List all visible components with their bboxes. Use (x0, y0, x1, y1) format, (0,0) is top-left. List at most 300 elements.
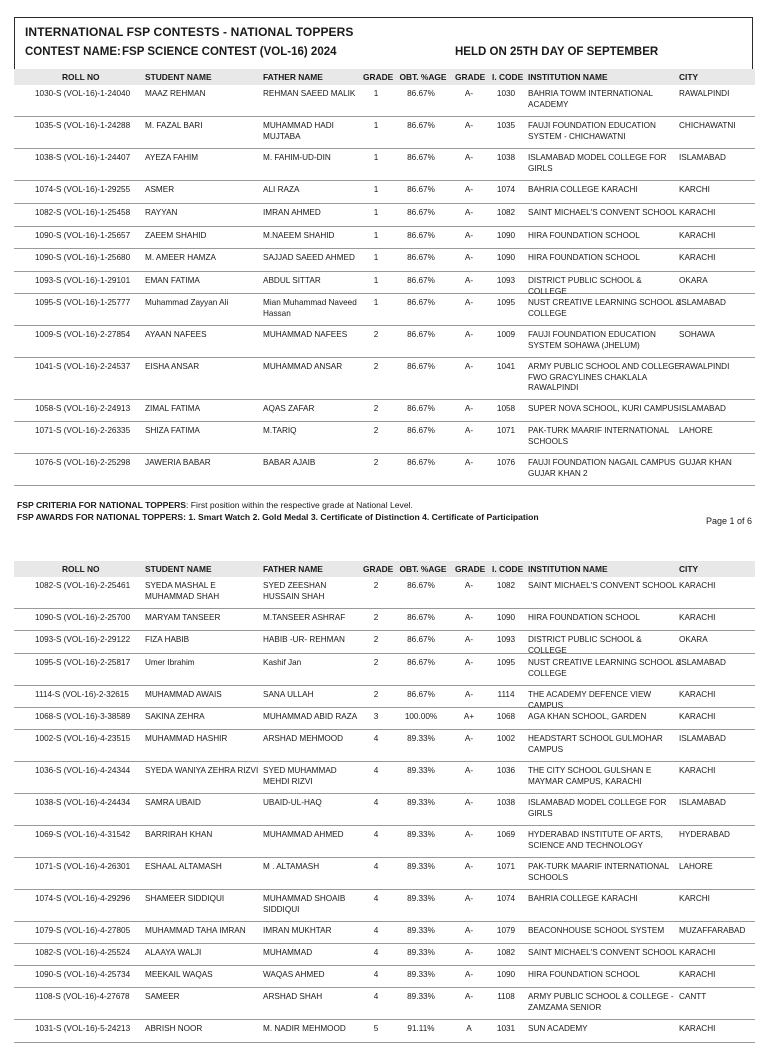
cell-letter-grade: A- (464, 330, 474, 339)
cell-letter-grade: A- (464, 253, 474, 262)
cell-student-name: ABRISH NOOR (145, 1024, 203, 1033)
cell-student-name: SYEDA MASHAL E MUHAMMAD SHAH (145, 581, 220, 601)
cell-obt-percentage: 100.00% (404, 712, 438, 721)
cell-institution-name: HIRA FOUNDATION SCHOOL (528, 970, 640, 979)
cell-city: ISLAMABAD (679, 658, 726, 667)
contest-name-value: FSP SCIENCE CONTEST (VOL-16) 2024 (122, 46, 337, 58)
cell-student-name: RAYYAN (145, 208, 178, 217)
table-row (14, 454, 755, 486)
cell-obt-percentage: 89.33% (407, 830, 435, 839)
awards-text: : 1. Smart Watch 2. Gold Medal 3. Certificate of Distinction 4. Certificate of Participation (183, 512, 539, 522)
cell-roll-no: 1114-S (VOL-16)-2-32615 (35, 690, 129, 699)
cell-city: ISLAMABAD (679, 404, 726, 413)
cell-city: RAWALPINDI (679, 362, 730, 371)
cell-obt-percentage: 86.67% (407, 276, 435, 285)
cell-letter-grade: A- (464, 970, 474, 979)
cell-institution-code: 1082 (496, 948, 516, 957)
cell-institution-code: 1090 (496, 970, 516, 979)
cell-student-name: MAAZ REHMAN (145, 89, 206, 98)
cell-institution-name: SAINT MICHAEL'S CONVENT SCHOOL (528, 581, 677, 590)
cell-obt-percentage: 91.11% (407, 1024, 435, 1033)
table-row (14, 422, 755, 454)
cell-obt-percentage: 89.33% (407, 970, 435, 979)
cell-roll-no: 1090-S (VOL-16)-4-25734 (35, 970, 131, 979)
column-header-letter-grade: GRADE (455, 564, 486, 574)
cell-institution-code: 1076 (496, 458, 516, 467)
column-header-father-name: FATHER NAME (263, 564, 323, 574)
cell-grade: 1 (373, 121, 379, 130)
cell-obt-percentage: 89.33% (407, 862, 435, 871)
cell-grade: 1 (373, 208, 379, 217)
column-header-student-name: STUDENT NAME (145, 564, 212, 574)
cell-letter-grade: A- (464, 635, 474, 644)
cell-roll-no: 1068-S (VOL-16)-3-38589 (35, 712, 131, 721)
cell-institution-name: HIRA FOUNDATION SCHOOL (528, 231, 640, 240)
table-row (14, 249, 755, 272)
cell-roll-no: 1036-S (VOL-16)-4-24344 (35, 766, 131, 775)
cell-city: GUJAR KHAN (679, 458, 732, 467)
cell-city: RAWALPINDI (679, 89, 730, 98)
cell-institution-name: DISTRICT PUBLIC SCHOOL & COLLEGE (528, 635, 642, 655)
table-row (14, 890, 755, 922)
cell-city: KARACHI (679, 253, 716, 262)
cell-father-name: MUHAMMAD HADI MUJTABA (263, 121, 334, 141)
cell-roll-no: 1074-S (VOL-16)-4-29296 (35, 894, 131, 903)
column-header-city: CITY (679, 72, 699, 82)
contest-name-label: CONTEST NAME: (25, 46, 121, 58)
table-row (14, 858, 755, 890)
cell-grade: 1 (373, 298, 379, 307)
cell-city: OKARA (679, 635, 708, 644)
cell-roll-no: 1030-S (VOL-16)-1-24040 (35, 89, 131, 98)
cell-father-name: IMRAN MUKHTAR (263, 926, 332, 935)
cell-father-name: M . ALTAMASH (263, 862, 320, 871)
table-row (14, 294, 755, 326)
report-title: INTERNATIONAL FSP CONTESTS - NATIONAL TOPPERS (25, 25, 354, 39)
cell-institution-code: 1071 (496, 862, 516, 871)
cell-institution-code: 1114 (497, 690, 515, 699)
cell-father-name: SYED MUHAMMAD MEHDI RIZVI (263, 766, 337, 786)
cell-institution-code: 1082 (496, 208, 516, 217)
column-header-student-name: STUDENT NAME (145, 72, 212, 82)
cell-institution-code: 1031 (496, 1024, 516, 1033)
table-row (14, 577, 755, 609)
table-row (14, 358, 755, 400)
cell-grade: 2 (373, 635, 379, 644)
cell-student-name: EISHA ANSAR (145, 362, 200, 371)
cell-roll-no: 1095-S (VOL-16)-1-25777 (35, 298, 131, 307)
cell-roll-no: 1069-S (VOL-16)-4-31542 (35, 830, 131, 839)
cell-institution-code: 1093 (496, 635, 516, 644)
table-row (14, 922, 755, 944)
cell-letter-grade: A- (464, 798, 474, 807)
cell-father-name: M.NAEEM SHAHID (263, 231, 335, 240)
cell-grade: 1 (373, 185, 379, 194)
cell-roll-no: 1090-S (VOL-16)-1-25657 (35, 231, 131, 240)
cell-letter-grade: A- (464, 658, 474, 667)
cell-father-name: HABIB -UR- REHMAN (263, 635, 345, 644)
table-row (14, 686, 755, 708)
table-row (14, 708, 755, 730)
table-row (14, 609, 755, 631)
cell-roll-no: 1082-S (VOL-16)-4-25524 (35, 948, 131, 957)
column-header-institution-name: INSTITUTION NAME (528, 72, 608, 82)
cell-letter-grade: A- (464, 992, 474, 1001)
cell-institution-name: AGA KHAN SCHOOL, GARDEN (528, 712, 647, 721)
cell-institution-name: THE CITY SCHOOL GULSHAN E MAYMAR CAMPUS, KARACHI (528, 766, 652, 786)
cell-obt-percentage: 89.33% (407, 734, 435, 743)
cell-city: OKARA (679, 276, 708, 285)
table-header-row (14, 69, 755, 85)
cell-obt-percentage: 86.67% (407, 613, 435, 622)
cell-institution-code: 1009 (496, 330, 516, 339)
cell-student-name: ZIMAL FATIMA (145, 404, 201, 413)
cell-letter-grade: A- (464, 426, 474, 435)
cell-city: SOHAWA (679, 330, 715, 339)
toppers-table-page-1 (14, 69, 755, 486)
cell-city: HYDERABAD (679, 830, 730, 839)
cell-letter-grade: A- (464, 690, 474, 699)
cell-father-name: MUHAMMAD NAFEES (263, 330, 348, 339)
cell-roll-no: 1009-S (VOL-16)-2-27854 (35, 330, 131, 339)
cell-grade: 2 (373, 613, 379, 622)
cell-grade: 4 (373, 766, 379, 775)
cell-grade: 4 (373, 948, 379, 957)
cell-institution-name: ISLAMABAD MODEL COLLEGE FOR GIRLS (528, 153, 667, 173)
cell-father-name: SANA ULLAH (263, 690, 314, 699)
cell-grade: 1 (373, 231, 379, 240)
cell-institution-name: BAHRIA COLLEGE KARACHI (528, 185, 638, 194)
cell-roll-no: 1031-S (VOL-16)-5-24213 (35, 1024, 131, 1033)
cell-institution-name: BAHRIA TOWM INTERNATIONAL ACADEMY (528, 89, 653, 109)
cell-institution-name: FAUJI FOUNDATION EDUCATION SYSTEM SOHAWA (JHELUM) (528, 330, 656, 350)
cell-roll-no: 1076-S (VOL-16)-2-25298 (35, 458, 131, 467)
table-header-row (14, 561, 755, 577)
cell-institution-name: FAUJI FOUNDATION NAGAIL CAMPUS GUJAR KHAN 2 (528, 458, 676, 478)
cell-student-name: JAWERIA BABAR (145, 458, 211, 467)
cell-institution-code: 1095 (496, 658, 516, 667)
cell-institution-name: ARMY PUBLIC SCHOOL AND COLLEGE FWO GRACYLINES CHAKLALA RAWALPINDI (528, 362, 680, 392)
cell-father-name: REHMAN SAEED MALIK (263, 89, 356, 98)
cell-father-name: Mian Muhammad Naveed Hassan (263, 298, 357, 318)
table-row (14, 654, 755, 686)
cell-roll-no: 1090-S (VOL-16)-1-25680 (35, 253, 131, 262)
table-row (14, 1020, 755, 1043)
cell-student-name: ZAEEM SHAHID (145, 231, 207, 240)
cell-grade: 4 (373, 894, 379, 903)
cell-grade: 2 (373, 458, 379, 467)
criteria-text: : First position within the respective grade at National Level. (186, 500, 413, 510)
cell-institution-code: 1038 (496, 798, 516, 807)
column-header-institution-code: I. CODE (492, 72, 524, 82)
cell-roll-no: 1035-S (VOL-16)-1-24288 (35, 121, 131, 130)
table-row (14, 204, 755, 227)
cell-obt-percentage: 89.33% (407, 894, 435, 903)
cell-obt-percentage: 86.67% (407, 231, 435, 240)
cell-letter-grade: A- (464, 89, 474, 98)
cell-institution-code: 1082 (496, 581, 516, 590)
cell-grade: 1 (373, 253, 379, 262)
cell-roll-no: 1002-S (VOL-16)-4-23515 (35, 734, 131, 743)
column-header-obt-percentage: OBT. %AGE (399, 564, 447, 574)
cell-letter-grade: A- (464, 298, 474, 307)
cell-student-name: BARRIRAH KHAN (145, 830, 213, 839)
cell-roll-no: 1074-S (VOL-16)-1-29255 (35, 185, 131, 194)
cell-obt-percentage: 86.67% (407, 298, 435, 307)
cell-grade: 4 (373, 862, 379, 871)
cell-institution-name: SAINT MICHAEL'S CONVENT SCHOOL (528, 948, 677, 957)
cell-father-name: M. FAHIM-UD-DIN (263, 153, 331, 162)
cell-city: KARACHI (679, 208, 716, 217)
table-row (14, 85, 755, 117)
cell-institution-code: 1038 (496, 153, 516, 162)
cell-father-name: M.TARIQ (263, 426, 297, 435)
cell-student-name: MUHAMMAD AWAIS (145, 690, 222, 699)
table-row (14, 966, 755, 988)
cell-institution-code: 1093 (496, 276, 516, 285)
cell-institution-name: PAK-TURK MAARIF INTERNATIONAL SCHOOLS (528, 426, 669, 446)
cell-student-name: Umer Ibrahim (145, 658, 195, 667)
cell-student-name: Muhammad Zayyan Ali (145, 298, 229, 307)
cell-obt-percentage: 89.33% (407, 798, 435, 807)
column-header-obt-percentage: OBT. %AGE (399, 72, 447, 82)
cell-father-name: MUHAMMAD ANSAR (263, 362, 343, 371)
cell-grade: 1 (373, 153, 379, 162)
cell-father-name: UBAID-UL-HAQ (263, 798, 322, 807)
cell-institution-code: 1041 (496, 362, 516, 371)
table-row (14, 326, 755, 358)
cell-city: ISLAMABAD (679, 298, 726, 307)
cell-institution-name: ARMY PUBLIC SCHOOL & COLLEGE - ZAMZAMA SENIOR (528, 992, 674, 1012)
cell-roll-no: 1093-S (VOL-16)-1-29101 (35, 276, 131, 285)
table-row (14, 762, 755, 794)
cell-grade: 4 (373, 970, 379, 979)
cell-obt-percentage: 86.67% (407, 89, 435, 98)
cell-obt-percentage: 89.33% (407, 948, 435, 957)
cell-grade: 2 (373, 690, 379, 699)
cell-institution-code: 1068 (496, 712, 516, 721)
toppers-table-page-2 (14, 561, 755, 1043)
table-row (14, 272, 755, 294)
cell-father-name: MUHAMMAD SHOAIB SIDDIQUI (263, 894, 346, 914)
cell-institution-name: HIRA FOUNDATION SCHOOL (528, 253, 640, 262)
cell-grade: 2 (373, 426, 379, 435)
cell-institution-code: 1002 (496, 734, 516, 743)
table-row (14, 227, 755, 249)
cell-student-name: ESHAAL ALTAMASH (145, 862, 222, 871)
cell-institution-code: 1036 (496, 766, 516, 775)
cell-obt-percentage: 86.67% (407, 208, 435, 217)
cell-student-name: ALAAYA WALJI (145, 948, 202, 957)
column-header-city: CITY (679, 564, 699, 574)
cell-student-name: M. FAZAL BARI (145, 121, 203, 130)
held-on-date: HELD ON 25TH DAY OF SEPTEMBER (455, 46, 659, 58)
cell-grade: 1 (373, 276, 379, 285)
cell-father-name: SAJJAD SAEED AHMED (263, 253, 355, 262)
cell-institution-name: HEADSTART SCHOOL GULMOHAR CAMPUS (528, 734, 663, 754)
column-header-roll-no: ROLL NO (62, 564, 100, 574)
cell-roll-no: 1058-S (VOL-16)-2-24913 (35, 404, 131, 413)
cell-grade: 1 (373, 89, 379, 98)
criteria-label: FSP CRITERIA FOR NATIONAL TOPPERS (17, 500, 187, 510)
cell-letter-grade: A+ (463, 712, 475, 721)
cell-letter-grade: A- (464, 208, 474, 217)
table-row (14, 794, 755, 826)
cell-roll-no: 1082-S (VOL-16)-2-25461 (35, 581, 131, 590)
cell-institution-name: THE ACADEMY DEFENCE VIEW CAMPUS (528, 690, 652, 710)
cell-city: KARACHI (679, 231, 716, 240)
cell-grade: 2 (373, 404, 379, 413)
cell-obt-percentage: 89.33% (407, 992, 435, 1001)
cell-roll-no: 1095-S (VOL-16)-2-25817 (35, 658, 131, 667)
cell-obt-percentage: 86.67% (407, 153, 435, 162)
cell-obt-percentage: 86.67% (407, 690, 435, 699)
table-row (14, 117, 755, 149)
cell-institution-code: 1090 (496, 231, 516, 240)
cell-letter-grade: A- (464, 153, 474, 162)
cell-city: KARCHI (679, 185, 710, 194)
cell-grade: 2 (373, 581, 379, 590)
column-header-grade: GRADE (363, 72, 394, 82)
cell-institution-name: BEACONHOUSE SCHOOL SYSTEM (528, 926, 665, 935)
cell-city: LAHORE (679, 426, 713, 435)
cell-institution-code: 1074 (496, 894, 516, 903)
cell-city: KARACHI (679, 970, 716, 979)
cell-father-name: IMRAN AHMED (263, 208, 321, 217)
cell-letter-grade: A- (464, 948, 474, 957)
cell-letter-grade: A- (464, 581, 474, 590)
cell-letter-grade: A- (464, 276, 474, 285)
cell-institution-code: 1069 (496, 830, 516, 839)
cell-institution-code: 1071 (496, 426, 516, 435)
cell-student-name: ASMER (145, 185, 175, 194)
cell-institution-name: SUPER NOVA SCHOOL, KURI CAMPUS (528, 404, 679, 413)
cell-roll-no: 1071-S (VOL-16)-2-26335 (35, 426, 131, 435)
cell-student-name: MARYAM TANSEER (145, 613, 221, 622)
cell-obt-percentage: 86.67% (407, 362, 435, 371)
cell-city: CANTT (679, 992, 707, 1001)
cell-obt-percentage: 86.67% (407, 658, 435, 667)
cell-student-name: M. AMEER HAMZA (145, 253, 216, 262)
cell-roll-no: 1038-S (VOL-16)-4-24434 (35, 798, 131, 807)
criteria-note (17, 500, 413, 510)
cell-obt-percentage: 86.67% (407, 426, 435, 435)
cell-city: KARACHI (679, 766, 716, 775)
cell-institution-code: 1108 (497, 992, 515, 1001)
cell-letter-grade: A- (464, 362, 474, 371)
cell-obt-percentage: 86.67% (407, 581, 435, 590)
cell-roll-no: 1041-S (VOL-16)-2-24537 (35, 362, 131, 371)
cell-roll-no: 1079-S (VOL-16)-4-27805 (35, 926, 131, 935)
cell-roll-no: 1090-S (VOL-16)-2-25700 (35, 613, 131, 622)
cell-letter-grade: A- (464, 894, 474, 903)
cell-obt-percentage: 86.67% (407, 458, 435, 467)
cell-letter-grade: A- (464, 766, 474, 775)
cell-city: KARACHI (679, 712, 716, 721)
cell-institution-code: 1095 (496, 298, 516, 307)
cell-roll-no: 1093-S (VOL-16)-2-29122 (35, 635, 131, 644)
cell-roll-no: 1108-S (VOL-16)-4-27678 (35, 992, 130, 1001)
cell-institution-code: 1030 (496, 89, 516, 98)
cell-grade: 3 (373, 712, 379, 721)
cell-father-name: MUHAMMAD (263, 948, 313, 957)
cell-father-name: MUHAMMAD ABID RAZA (263, 712, 358, 721)
cell-city: KARACHI (679, 613, 716, 622)
cell-father-name: M. NADIR MEHMOOD (263, 1024, 346, 1033)
cell-father-name: SYED ZEESHAN HUSSAIN SHAH (263, 581, 327, 601)
column-header-father-name: FATHER NAME (263, 72, 323, 82)
cell-institution-name: BAHRIA COLLEGE KARACHI (528, 894, 638, 903)
cell-city: ISLAMABAD (679, 153, 726, 162)
cell-father-name: MUHAMMAD AHMED (263, 830, 344, 839)
cell-institution-name: HYDERABAD INSTITUTE OF ARTS, SCIENCE AND TECHNOLOGY (528, 830, 663, 850)
cell-letter-grade: A- (464, 613, 474, 622)
cell-letter-grade: A- (464, 926, 474, 935)
cell-student-name: AYEZA FAHIM (145, 153, 199, 162)
cell-letter-grade: A- (464, 734, 474, 743)
column-header-roll-no: ROLL NO (62, 72, 100, 82)
cell-institution-name: HIRA FOUNDATION SCHOOL (528, 613, 640, 622)
cell-obt-percentage: 89.33% (407, 926, 435, 935)
cell-grade: 4 (373, 992, 379, 1001)
cell-grade: 2 (373, 362, 379, 371)
cell-city: KARACHI (679, 1024, 716, 1033)
cell-city: ISLAMABAD (679, 734, 726, 743)
cell-institution-name: FAUJI FOUNDATION EDUCATION SYSTEM - CHICHAWATNI (528, 121, 656, 141)
cell-institution-name: ISLAMABAD MODEL COLLEGE FOR GIRLS (528, 798, 667, 818)
cell-student-name: MEEKAIL WAQAS (145, 970, 213, 979)
cell-grade: 5 (373, 1024, 379, 1033)
table-row (14, 988, 755, 1020)
cell-letter-grade: A- (464, 185, 474, 194)
cell-father-name: ABDUL SITTAR (263, 276, 321, 285)
cell-father-name: WAQAS AHMED (263, 970, 325, 979)
cell-roll-no: 1082-S (VOL-16)-1-25458 (35, 208, 131, 217)
cell-city: CHICHAWATNI (679, 121, 736, 130)
cell-institution-name: NUST CREATIVE LEARNING SCHOOL & COLLEGE (528, 658, 682, 678)
table-row (14, 631, 755, 654)
awards-label: FSP AWARDS FOR NATIONAL TOPPERS (17, 512, 184, 522)
cell-father-name: BABAR AJAIB (263, 458, 316, 467)
cell-institution-code: 1079 (496, 926, 516, 935)
cell-letter-grade: A- (464, 231, 474, 240)
page-number: Page 1 of 6 (706, 516, 753, 526)
cell-institution-name: PAK-TURK MAARIF INTERNATIONAL SCHOOLS (528, 862, 669, 882)
cell-letter-grade: A- (464, 862, 474, 871)
cell-city: MUZAFFARABAD (679, 926, 746, 935)
cell-grade: 4 (373, 734, 379, 743)
cell-letter-grade: A- (464, 404, 474, 413)
cell-city: KARACHI (679, 948, 716, 957)
cell-roll-no: 1038-S (VOL-16)-1-24407 (35, 153, 131, 162)
cell-grade: 4 (373, 926, 379, 935)
cell-institution-name: NUST CREATIVE LEARNING SCHOOL & COLLEGE (528, 298, 682, 318)
cell-letter-grade: A- (464, 121, 474, 130)
cell-student-name: SHIZA FATIMA (145, 426, 200, 435)
cell-obt-percentage: 89.33% (407, 766, 435, 775)
table-row (14, 181, 755, 204)
cell-father-name: AQAS ZAFAR (263, 404, 315, 413)
cell-obt-percentage: 86.67% (407, 404, 435, 413)
cell-obt-percentage: 86.67% (407, 330, 435, 339)
cell-father-name: ARSHAD MEHMOOD (263, 734, 344, 743)
cell-obt-percentage: 86.67% (407, 185, 435, 194)
cell-letter-grade: A- (464, 458, 474, 467)
cell-city: KARCHI (679, 894, 710, 903)
cell-city: ISLAMABAD (679, 798, 726, 807)
cell-obt-percentage: 86.67% (407, 121, 435, 130)
table-row (14, 400, 755, 422)
